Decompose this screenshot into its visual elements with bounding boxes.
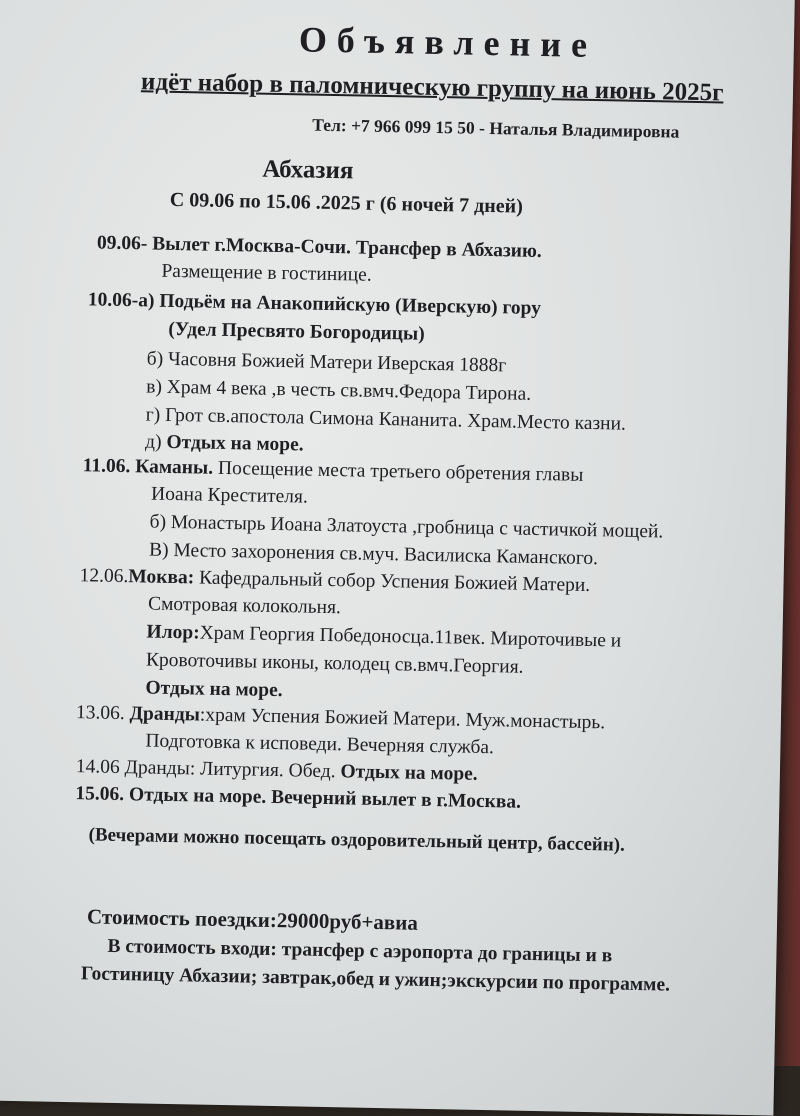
day-1206-ilor-text: Храм Георгия Победоносца.11век. Мироточивые и (199, 622, 622, 652)
day-1106-c: В) Место захоронения св.муч. Василиска Каманского. (148, 539, 599, 570)
day-1306-text2: Подготовка к исповеди. Вечерняя служба. (145, 730, 495, 759)
contact-phone: Тел: +7 966 099 15 50 - Наталья Владимировна (312, 114, 680, 142)
day-1406-text: 14.06 Дранды: Литургия. Обед. (75, 756, 336, 783)
day-1406-rest: Отдых на море. (340, 761, 478, 785)
day-1206-text: Кафедральный собор Успения Божией Матери. (194, 567, 591, 597)
day-1306-place: Дранды (129, 703, 201, 726)
day-1106-b: б) Монастырь Иоана Златоуста ,гробница с частичкой мощей. (149, 511, 664, 543)
day-1006-a2: (Удел Пресвято Богородицы) (168, 318, 425, 345)
day-1206-rest: Отдых на море. (145, 677, 283, 702)
price-title: Стоимость поездки:29000руб+авиа (86, 904, 419, 935)
day-1006-d: г) Грот св.апостола Симона Кананита. Храм.Место казни. (145, 404, 627, 435)
day-1206-place: Моква: (128, 566, 195, 589)
day-1106-place: Каманы. (135, 456, 214, 479)
day-0906: 09.06- Вылет г.Москва-Сочи. Трансфер в Абхазию. (96, 232, 542, 263)
announcement-headline (141, 66, 732, 109)
day-1006-b: б) Часовня Божией Матери Иверская 1888г (146, 348, 507, 377)
day-1206-ilor (146, 621, 621, 654)
day-1206-text2: Смотровая колокольня. (147, 593, 342, 619)
day-1106-text: Посещение места третьего обретения главы (217, 457, 584, 486)
region-heading: Абхазия (262, 155, 354, 185)
day-1506: 15.06. Отдых на море. Вечерний вылет в г.Москва. (75, 783, 522, 813)
trip-dates: С 09.06 по 15.06 .2025 г (6 ночей 7 дней) (169, 188, 524, 218)
day-1306-text: :храм Успения Божией Матери. Муж.монастырь. (199, 704, 606, 734)
day-1206-ilor-text2: Кровоточивы иконы, колодец св.вмч.Георгия. (145, 649, 524, 678)
day-1006-e (145, 430, 304, 457)
day-1406 (76, 755, 478, 787)
day-1006-e-rest: Отдых на море. (166, 431, 304, 456)
day-1106-text2: Иоана Крестителя. (150, 483, 309, 508)
day-1006-c: в) Храм 4 века ,в честь св.вмч.Федора Тирона. (146, 376, 532, 405)
headline-text: идёт набор в паломническую группу на июнь 2025г (140, 68, 724, 107)
day-0906-detail: Размещение в гостинице. (161, 260, 372, 286)
evening-note: (Вечерами можно посещать оздоровительный центр, бассейн). (88, 824, 626, 856)
day-1206-ilor-label: Илор: (146, 621, 200, 644)
announcement-title: Объявление (298, 19, 598, 66)
day-1206-date: 12.06. (79, 565, 129, 588)
day-1106-date: 11.06. (82, 455, 131, 478)
day-1306-date: 13.06. (75, 702, 125, 725)
price-includes: В стоимость входи: трансфер с аэропорта до границы и в Гостиницу Абхазии; завтрак,обед и ужин;экскурсии по программе. (80, 935, 671, 996)
day-1006-e-prefix: д) (144, 431, 162, 453)
day-1006-a: 10.06-а) Подьём на Анакопийскую (Иверскую) гору (87, 289, 542, 320)
